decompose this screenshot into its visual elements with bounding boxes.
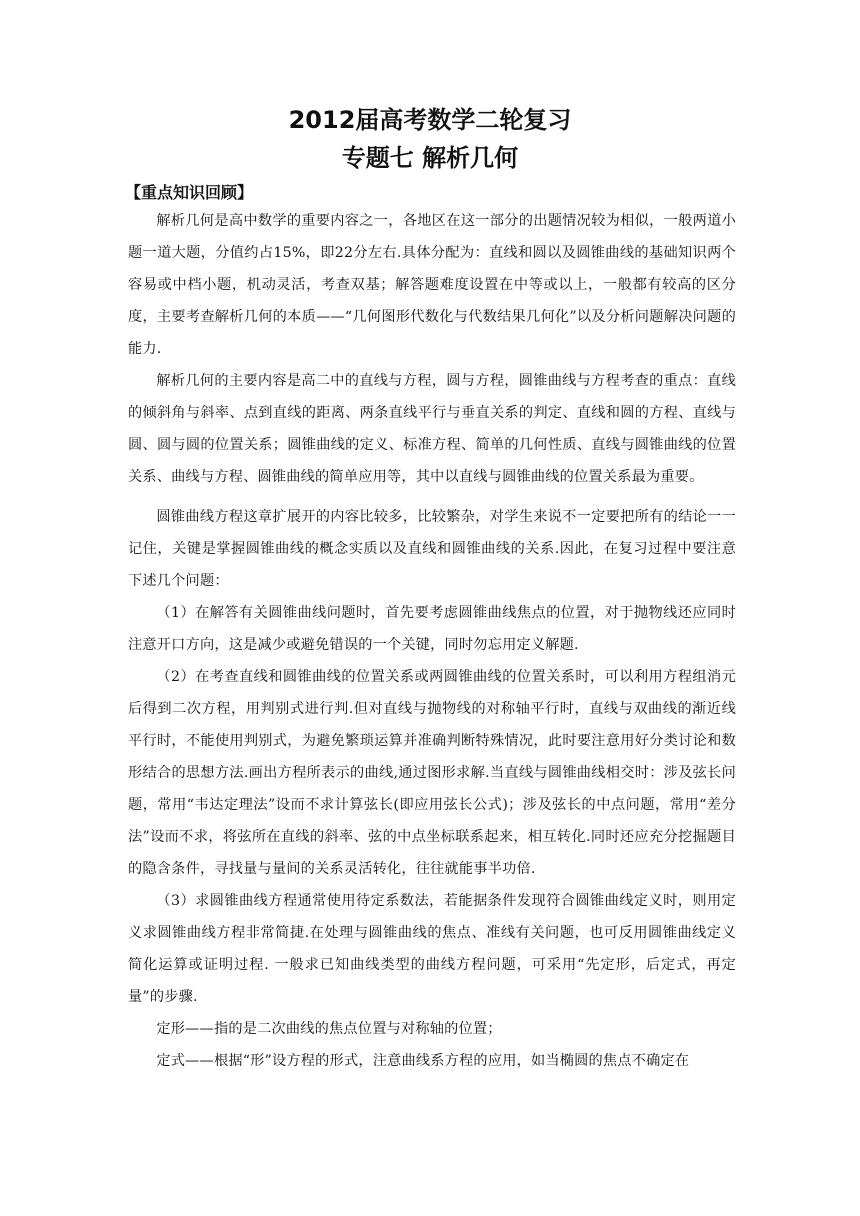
section-heading-key-review: 【重点知识回顾】 [125, 183, 254, 202]
paragraph-main-content: 解析几何的主要内容是高二中的直线与方程，圆与方程，圆锥曲线与方程考查的重点：直线的倾斜角与斜率、点到直线的距离、两条直线平行与垂直关系的判定、直线和圆的方程、直线与圆、圆与圆的位置关系；圆锥曲线的定义、标准方程、简单的几何性质、直线与圆锥曲线的位置关系、曲线与方程、圆锥曲线的简单应用等，其中以直线与圆锥曲线的位置关系最为重要。 [128, 373, 736, 485]
paragraph-point-2: （2）在考查直线和圆锥曲线的位置关系或两圆锥曲线的位置关系时，可以利用方程组消元后得到二次方程，用判别式进行判.但对直线与抛物线的对称轴平行时，直线与双曲线的渐近线平行时，不能使用判别式，为避免繁琐运算并准确判断特殊情况，此时要注意用好分类讨论和数形结合的思想方法.画出方程所表示的曲线,通过图形求解.当直线与圆锥曲线相交时：涉及弦长问题，常用“韦达定理法”设而不求计算弦长(即应用弦长公式)；涉及弦长的中点问题，常用“差分法”设而不求，将弦所在直线的斜率、弦的中点坐标联系起来，相互转化.同时还应充分挖掘题目的隐含条件，寻找量与量间的关系灵活转化，往往就能事半功倍. [128, 669, 736, 877]
paragraph-point-1: （1）在解答有关圆锥曲线问题时，首先要考虑圆锥曲线焦点的位置，对于抛物线还应同时注意开口方向，这是减少或避免错误的一个关键，同时勿忘用定义解题. [128, 605, 736, 653]
document-title: 2012届高考数学二轮复习 [288, 106, 572, 134]
document-body [128, 205, 736, 1077]
paragraph-conic-review: 圆锥曲线方程这章扩展开的内容比较多，比较繁杂，对学生来说不一定要把所有的结论一一记住，关键是掌握圆锥曲线的概念实质以及直线和圆锥曲线的关系.因此，在复习过程中要注意下述几个问题： [128, 509, 736, 589]
paragraph-point-3: （3）求圆锥曲线方程通常使用待定系数法，若能据条件发现符合圆锥曲线定义时，则用定义求圆锥曲线方程非常简捷.在处理与圆锥曲线的焦点、准线有关问题，也可反用圆锥曲线定义简化运算或证明过程. 一般求已知曲线类型的曲线方程问题，可采用“先定形，后定式，再定量”的步骤. [128, 893, 736, 1005]
document-subtitle: 专题七 解析几何 [341, 144, 519, 172]
paragraph-define-shape: 定形——指的是二次曲线的焦点位置与对称轴的位置； [156, 1021, 502, 1037]
paragraph-define-form: 定式——根据“形”设方程的形式，注意曲线系方程的应用，如当椭圆的焦点不确定在 [156, 1053, 690, 1069]
paragraph-overview: 解析几何是高中数学的重要内容之一，各地区在这一部分的出题情况较为相似，一般两道小题一道大题，分值约占15%，即22分左右.具体分配为：直线和圆以及圆锥曲线的基础知识两个容易或中档小题，机动灵活，考查双基；解答题难度设置在中等或以上，一般都有较高的区分度，主要考查解析几何的本质——“几何图形代数化与代数结果几何化”以及分析问题解决问题的能力. [128, 213, 736, 357]
